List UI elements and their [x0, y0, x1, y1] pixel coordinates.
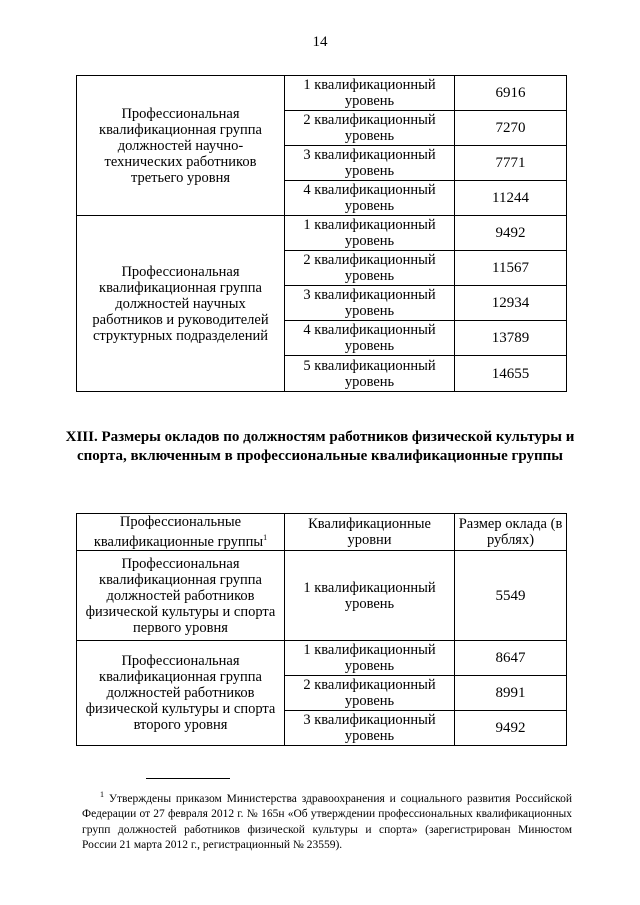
salary-cell: 11567 — [455, 251, 567, 286]
column-header-salary: Размер оклада (в рублях) — [455, 514, 567, 551]
level-cell: 3 квалификационный уровень — [285, 286, 455, 321]
footnote-marker: 1 — [100, 790, 104, 799]
group-name: Профессиональная квалификационная группа должностей научных работников и руководителей структурных подразделений — [77, 216, 285, 392]
group-name: Профессиональная квалификационная группа должностей научно-технических работников третьего уровня — [77, 76, 285, 216]
level-cell: 1 квалификационный уровень — [285, 641, 455, 676]
level-cell: 1 квалификационный уровень — [285, 216, 455, 251]
level-cell: 4 квалификационный уровень — [285, 321, 455, 356]
salary-cell: 12934 — [455, 286, 567, 321]
group-name: Профессиональная квалификационная группа должностей работников физической культуры и спорта первого уровня — [77, 551, 285, 641]
footnote-divider — [146, 778, 230, 779]
salary-cell: 8647 — [455, 641, 567, 676]
level-cell: 3 квалификационный уровень — [285, 711, 455, 746]
salary-cell: 7771 — [455, 146, 567, 181]
salary-cell: 9492 — [455, 216, 567, 251]
page-number: 14 — [312, 34, 328, 50]
level-cell: 1 квалификационный уровень — [285, 551, 455, 641]
level-cell: 3 квалификационный уровень — [285, 146, 455, 181]
footnote-text: Утверждены приказом Министерства здравоохранения и социального развития Российской Федерации от 27 февраля 2012 г. № 165н «Об утверждении профессиональных квалификационных групп должностей работников физической культуры и спорта» (зарегистрирован Минюстом России 21 марта 2012 г., регистрационный № 23559). — [82, 792, 572, 852]
column-header-levels: Квалификационные уровни — [285, 514, 455, 551]
salary-table-scientific — [76, 75, 567, 392]
footnote — [82, 787, 572, 854]
level-cell: 5 квалификационный уровень — [285, 356, 455, 392]
salary-cell: 7270 — [455, 111, 567, 146]
level-cell: 2 квалификационный уровень — [285, 251, 455, 286]
level-cell: 4 квалификационный уровень — [285, 181, 455, 216]
level-cell: 1 квалификационный уровень — [285, 76, 455, 111]
column-header-groups: Профессиональные квалификационные группы$^1$ — [77, 514, 285, 551]
salary-cell: 13789 — [455, 321, 567, 356]
salary-cell: 6916 — [455, 76, 567, 111]
section-title: XIII. Размеры окладов по должностям работников физической культуры и спорта, включенным в профессиональные квалификационные группы — [65, 429, 575, 464]
salary-cell: 5549 — [455, 551, 567, 641]
salary-cell: 9492 — [455, 711, 567, 746]
salary-table-sport — [76, 513, 567, 746]
level-cell: 2 квалификационный уровень — [285, 676, 455, 711]
salary-cell: 14655 — [455, 356, 567, 392]
salary-cell: 8991 — [455, 676, 567, 711]
level-cell: 2 квалификационный уровень — [285, 111, 455, 146]
group-name: Профессиональная квалификационная группа должностей работников физической культуры и спорта второго уровня — [77, 641, 285, 746]
salary-cell: 11244 — [455, 181, 567, 216]
